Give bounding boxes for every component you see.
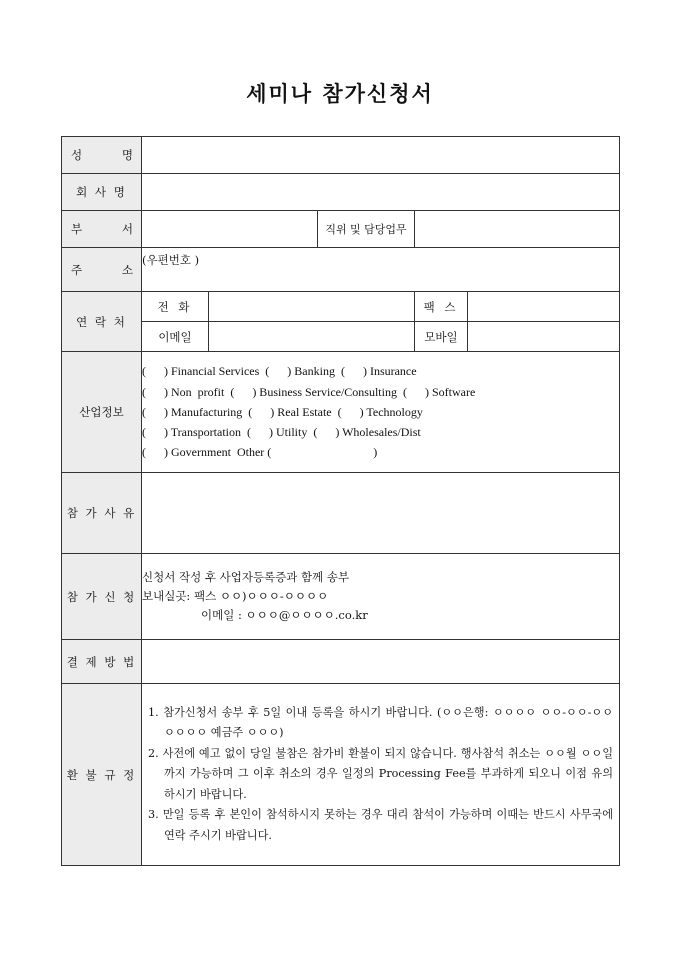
- industry-option-line[interactable]: ( ) Manufacturing ( ) Real Estate ( ) Technology: [142, 404, 423, 419]
- payment-label: 결 제 방 법: [62, 640, 142, 684]
- phone-field[interactable]: [209, 292, 415, 322]
- form-title: 세미나 참가신청서: [246, 81, 434, 106]
- industry-option-line[interactable]: ( ) Government Other ( ): [142, 445, 378, 460]
- industry-label: 산업정보: [62, 352, 142, 473]
- phone-label: 전 화: [142, 292, 209, 322]
- fax-field[interactable]: [468, 292, 620, 322]
- industry-option-line[interactable]: ( ) Transportation ( ) Utility ( ) Wholesales/Dist: [142, 425, 421, 440]
- apply-email: 이메일 : ㅇㅇㅇ@ㅇㅇㅇㅇ.co.kr: [201, 608, 368, 622]
- fax-label: 팩 스: [415, 292, 468, 322]
- contact-label: 연 락 처: [62, 292, 142, 352]
- email-label: 이메일: [142, 322, 209, 352]
- name-label: 성 명: [62, 137, 142, 174]
- mobile-label: 모바일: [415, 322, 468, 352]
- refund-item: 3. 만일 등록 후 본인이 참석하시지 못하는 경우 대리 참석이 가능하며 이때는 반드시 사무국에 연락 주시기 바랍니다.: [148, 808, 614, 842]
- position-field[interactable]: [415, 211, 620, 248]
- apply-line: 신청서 작성 후 사업자등록증과 함께 송부: [142, 570, 350, 584]
- reason-field[interactable]: [142, 473, 620, 554]
- address-label: 주 소: [62, 248, 142, 292]
- department-field[interactable]: [142, 211, 318, 248]
- industry-option-line[interactable]: ( ) Non profit ( ) Business Service/Consulting ( ) Software: [142, 384, 476, 399]
- department-label: 부 서: [62, 211, 142, 248]
- refund-policy: [142, 684, 620, 866]
- apply-label: 참 가 신 청: [62, 554, 142, 640]
- email-field[interactable]: [209, 322, 415, 352]
- mobile-field[interactable]: [468, 322, 620, 352]
- refund-item: 2. 사전에 예고 없이 당일 불참은 참가비 환불이 되지 않습니다. 행사참석 취소는 ㅇㅇ월 ㅇㅇ일 까지 가능하며 그 이후 취소의 경우 일정의 Processing Fee를 부과하게 되오니 이점 유의하시기 바랍니다.: [148, 746, 614, 801]
- industry-option-line[interactable]: ( ) Financial Services ( ) Banking ( ) Insurance: [142, 364, 417, 379]
- company-field[interactable]: [142, 174, 620, 211]
- apply-line: [142, 606, 619, 625]
- application-form: [61, 136, 620, 866]
- apply-line: 보내실곳: 팩스 ㅇㅇ)ㅇㅇㅇ-ㅇㅇㅇㅇ: [142, 589, 329, 603]
- payment-field[interactable]: [142, 640, 620, 684]
- company-label: 회 사 명: [62, 174, 142, 211]
- address-field[interactable]: (우편번호 ): [142, 248, 620, 292]
- reason-label: 참 가 사 유: [62, 473, 142, 554]
- name-field[interactable]: [142, 137, 620, 174]
- refund-item: 1. 참가신청서 송부 후 5일 이내 등록을 하시기 바랍니다. (ㅇㅇ은행: ㅇㅇㅇㅇ ㅇㅇ-ㅇㅇ-ㅇㅇㅇㅇㅇㅇ 예금주 ㅇㅇㅇ): [148, 705, 614, 740]
- industry-options: [142, 352, 620, 473]
- apply-instructions: [142, 554, 620, 640]
- refund-label: 환 불 규 정: [62, 684, 142, 866]
- position-label: 직위 및 담당업무: [318, 211, 415, 248]
